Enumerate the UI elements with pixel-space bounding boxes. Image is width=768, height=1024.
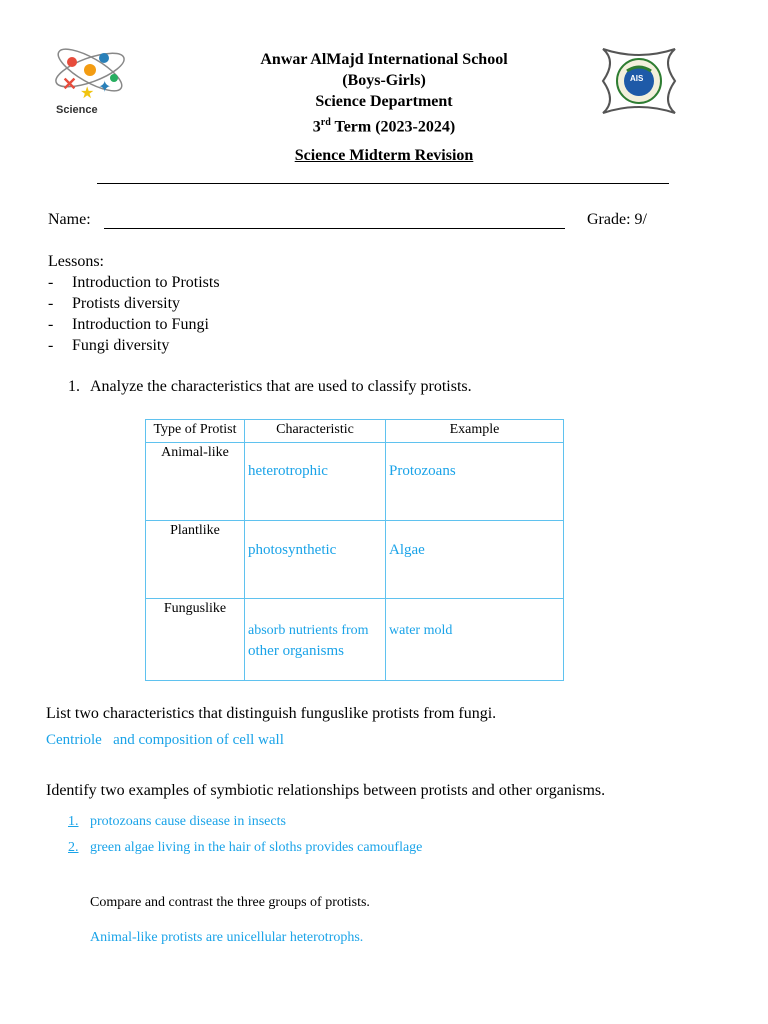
term-suffix: rd [320, 117, 331, 128]
term-rest: Term (2023-2024) [330, 118, 456, 136]
example-cell [386, 443, 564, 521]
bullet-dash: - [48, 274, 54, 291]
name-label: Name: [48, 211, 91, 228]
table-header-cell: Type of Protist [146, 420, 245, 443]
lesson-item [48, 316, 209, 334]
answer-item [68, 840, 422, 856]
school-name: Anwar AlMajd International School [260, 51, 508, 68]
science-logo-label: Science [56, 104, 98, 116]
table-row [146, 521, 564, 599]
question-3: Identify two examples of symbiotic relationships between protists and other organisms. [46, 782, 606, 799]
svg-text:✕: ✕ [62, 74, 78, 94]
lesson-text: Introduction to Fungi [72, 316, 209, 333]
question-2-answer: Centriole and composition of cell wall [46, 732, 284, 748]
question-1 [68, 378, 472, 396]
protist-type-cell: Plantlike [146, 521, 245, 599]
table-header-cell: Example [386, 420, 564, 443]
term-number: 3 [312, 118, 321, 136]
school-type: (Boys-Girls) [342, 72, 426, 89]
lesson-item [48, 295, 180, 313]
protist-type-cell: Animal-like [146, 443, 245, 521]
answer-item [68, 814, 286, 830]
school-logo-label: AIS [630, 74, 644, 83]
question-number: 1. [68, 378, 80, 395]
lesson-item [48, 337, 169, 355]
example-text: Protozoans [389, 463, 456, 479]
example-cell [386, 521, 564, 599]
example-text: water mold [389, 623, 453, 638]
lessons-label: Lessons: [48, 253, 104, 270]
protist-table [145, 419, 564, 681]
characteristic-text: heterotrophic [248, 463, 328, 479]
page-title: Science Midterm Revision [294, 147, 474, 164]
answer-text: protozoans cause disease in insects [90, 814, 286, 829]
characteristic-cell [245, 521, 386, 599]
svg-text:★: ★ [80, 85, 95, 102]
lesson-text: Introduction to Protists [72, 274, 220, 291]
example-cell [386, 599, 564, 681]
lesson-text: Protists diversity [72, 295, 181, 312]
bullet-dash: - [48, 316, 54, 333]
bullet-dash: - [48, 337, 54, 354]
question-text: Analyze the characteristics that are used to classify protists. [90, 378, 472, 395]
characteristic-text: photosynthetic [248, 542, 337, 558]
name-field[interactable] [104, 228, 565, 229]
answer-number: 2. [68, 840, 79, 855]
characteristic-cell [245, 443, 386, 521]
characteristic-text: other organisms [248, 643, 344, 659]
answer-text: green algae living in the hair of sloths provides camouflage [90, 840, 423, 855]
characteristic-text: absorb nutrients from [248, 623, 369, 638]
department: Science Department [315, 93, 453, 110]
school-header [0, 49, 768, 137]
answer-number: 1. [68, 814, 79, 829]
table-row [146, 599, 564, 681]
bullet-dash: - [48, 295, 54, 312]
grade-label: Grade: 9/ [587, 211, 647, 228]
question-4-answer: Animal-like protists are unicellular heterotrophs. [90, 930, 364, 945]
lesson-item [48, 274, 220, 292]
characteristic-cell [245, 599, 386, 681]
table-header-cell: Characteristic [245, 420, 386, 443]
question-4: Compare and contrast the three groups of protists. [90, 895, 370, 910]
table-header-row [146, 420, 564, 443]
question-2: List two characteristics that distinguish funguslike protists from fungi. [46, 705, 497, 722]
divider-line [97, 183, 669, 184]
protist-type-cell: Funguslike [146, 599, 245, 681]
table-row [146, 443, 564, 521]
example-text: Algae [389, 542, 425, 558]
svg-text:✦: ✦ [98, 79, 112, 96]
lesson-text: Fungi diversity [72, 337, 170, 354]
term [0, 112, 768, 137]
